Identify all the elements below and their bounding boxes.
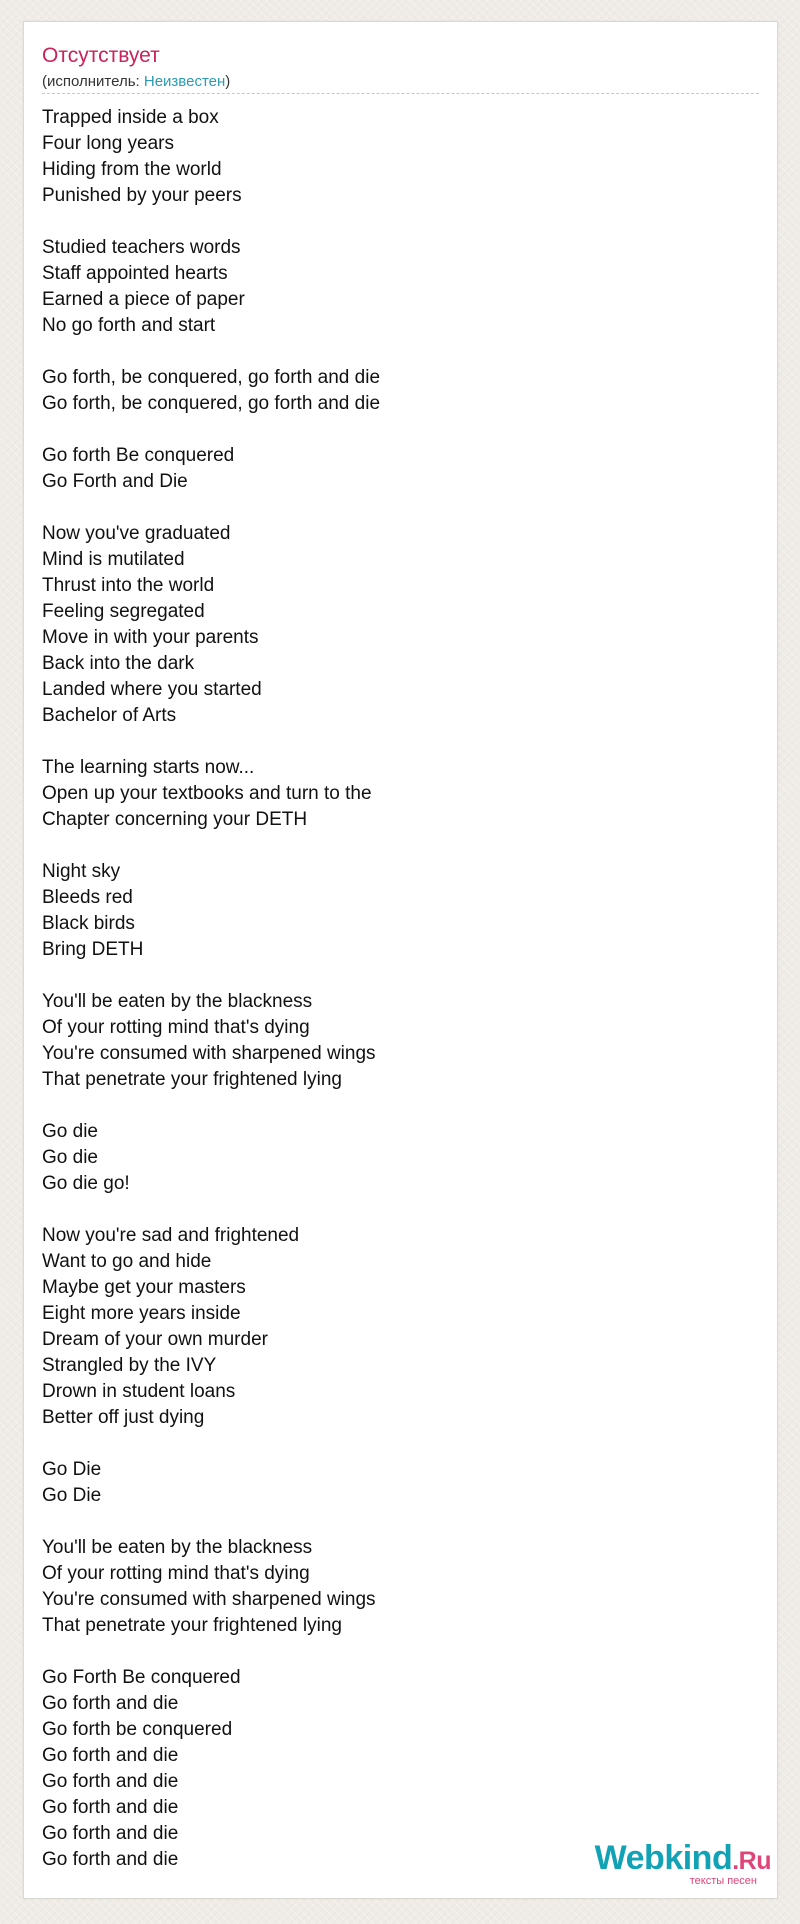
lyric-line: Hiding from the world bbox=[42, 159, 222, 180]
lyric-line: Go die bbox=[42, 1121, 98, 1142]
lyric-line: Night sky bbox=[42, 861, 121, 882]
lyric-line: Go Die bbox=[42, 1459, 102, 1480]
artist-suffix: ) bbox=[225, 73, 231, 90]
logo-name: Webkind bbox=[594, 1839, 733, 1877]
lyric-line: Better off just dying bbox=[42, 1407, 205, 1428]
song-title: Отсутствует bbox=[42, 44, 160, 67]
lyric-line: Go forth and die bbox=[42, 1823, 179, 1844]
artist-prefix: (исполнитель: bbox=[42, 73, 144, 90]
lyric-line: Now you're sad and frightened bbox=[42, 1225, 300, 1246]
lyric-line: Go forth, be conquered, go forth and die bbox=[42, 393, 381, 414]
lyric-line: Drown in student loans bbox=[42, 1381, 236, 1402]
lyric-line: Now you've graduated bbox=[42, 523, 231, 544]
lyric-line: Thrust into the world bbox=[42, 575, 215, 596]
lyric-line: Want to go and hide bbox=[42, 1251, 212, 1272]
lyric-line: You'll be eaten by the blackness bbox=[42, 1537, 313, 1558]
lyric-line: Chapter concerning your DETH bbox=[42, 809, 308, 830]
lyric-blank-line bbox=[42, 1431, 742, 1457]
lyric-line: Back into the dark bbox=[42, 653, 195, 674]
lyric-line: Black birds bbox=[42, 913, 135, 934]
lyric-line: Staff appointed hearts bbox=[42, 263, 228, 284]
lyric-line: The learning starts now... bbox=[42, 757, 255, 778]
lyric-blank-line bbox=[42, 963, 742, 989]
lyric-line: Punished by your peers bbox=[42, 185, 242, 206]
lyric-line: Feeling segregated bbox=[42, 601, 205, 622]
lyric-line: Strangled by the IVY bbox=[42, 1355, 217, 1376]
lyric-blank-line bbox=[42, 209, 742, 235]
lyric-line: That penetrate your frightened lying bbox=[42, 1615, 342, 1636]
lyric-line: Mind is mutilated bbox=[42, 549, 185, 570]
lyric-line: Four long years bbox=[42, 133, 175, 154]
lyric-line: Earned a piece of paper bbox=[42, 289, 245, 310]
lyric-blank-line bbox=[42, 495, 742, 521]
lyric-line: Go forth and die bbox=[42, 1745, 179, 1766]
artist-line bbox=[42, 73, 230, 91]
lyric-line: Of your rotting mind that's dying bbox=[42, 1563, 310, 1584]
lyric-line: Eight more years inside bbox=[42, 1303, 241, 1324]
logo-tagline: тексты песен bbox=[689, 1875, 757, 1887]
lyric-blank-line bbox=[42, 1197, 742, 1223]
lyric-line: Dream of your own murder bbox=[42, 1329, 268, 1350]
webkind-logo[interactable] bbox=[595, 1840, 771, 1887]
lyric-blank-line bbox=[42, 729, 742, 755]
lyric-line: Studied teachers words bbox=[42, 237, 241, 258]
lyric-line: Go Forth and Die bbox=[42, 471, 188, 492]
lyric-line: Go forth and die bbox=[42, 1849, 179, 1870]
lyric-line: Bring DETH bbox=[42, 939, 144, 960]
lyric-line: Open up your textbooks and turn to the bbox=[42, 783, 372, 804]
title-divider bbox=[42, 93, 759, 94]
lyric-line: Landed where you started bbox=[42, 679, 262, 700]
lyric-blank-line bbox=[42, 339, 742, 365]
lyrics-card bbox=[23, 21, 778, 1899]
lyric-line: Go forth be conquered bbox=[42, 1719, 233, 1740]
lyric-line: Go forth Be conquered bbox=[42, 445, 235, 466]
lyric-line: You'll be eaten by the blackness bbox=[42, 991, 313, 1012]
lyric-blank-line bbox=[42, 833, 742, 859]
lyric-line: Go die go! bbox=[42, 1173, 130, 1194]
lyric-line: You're consumed with sharpened wings bbox=[42, 1043, 376, 1064]
lyric-blank-line bbox=[42, 1093, 742, 1119]
artist-link[interactable]: Неизвестен bbox=[143, 73, 226, 90]
lyric-line: No go forth and start bbox=[42, 315, 216, 336]
logo-tld: .Ru bbox=[732, 1847, 771, 1875]
lyric-line: Go forth, be conquered, go forth and die bbox=[42, 367, 381, 388]
lyric-line: Move in with your parents bbox=[42, 627, 259, 648]
lyric-line: Bachelor of Arts bbox=[42, 705, 177, 726]
lyric-line: That penetrate your frightened lying bbox=[42, 1069, 342, 1090]
lyrics-body bbox=[42, 105, 742, 1873]
lyric-line: Bleeds red bbox=[42, 887, 133, 908]
lyric-line: Go Forth Be conquered bbox=[42, 1667, 241, 1688]
lyric-line: Trapped inside a box bbox=[42, 107, 219, 128]
lyric-line: Go forth and die bbox=[42, 1693, 179, 1714]
lyric-blank-line bbox=[42, 1509, 742, 1535]
lyric-line: Maybe get your masters bbox=[42, 1277, 246, 1298]
lyric-line: Of your rotting mind that's dying bbox=[42, 1017, 310, 1038]
lyric-line: Go forth and die bbox=[42, 1771, 179, 1792]
lyric-blank-line bbox=[42, 417, 742, 443]
lyric-line: Go forth and die bbox=[42, 1797, 179, 1818]
lyric-line: You're consumed with sharpened wings bbox=[42, 1589, 376, 1610]
lyric-line: Go Die bbox=[42, 1485, 102, 1506]
lyric-line: Go die bbox=[42, 1147, 98, 1168]
logo-wordmark bbox=[595, 1840, 771, 1879]
lyric-blank-line bbox=[42, 1639, 742, 1665]
